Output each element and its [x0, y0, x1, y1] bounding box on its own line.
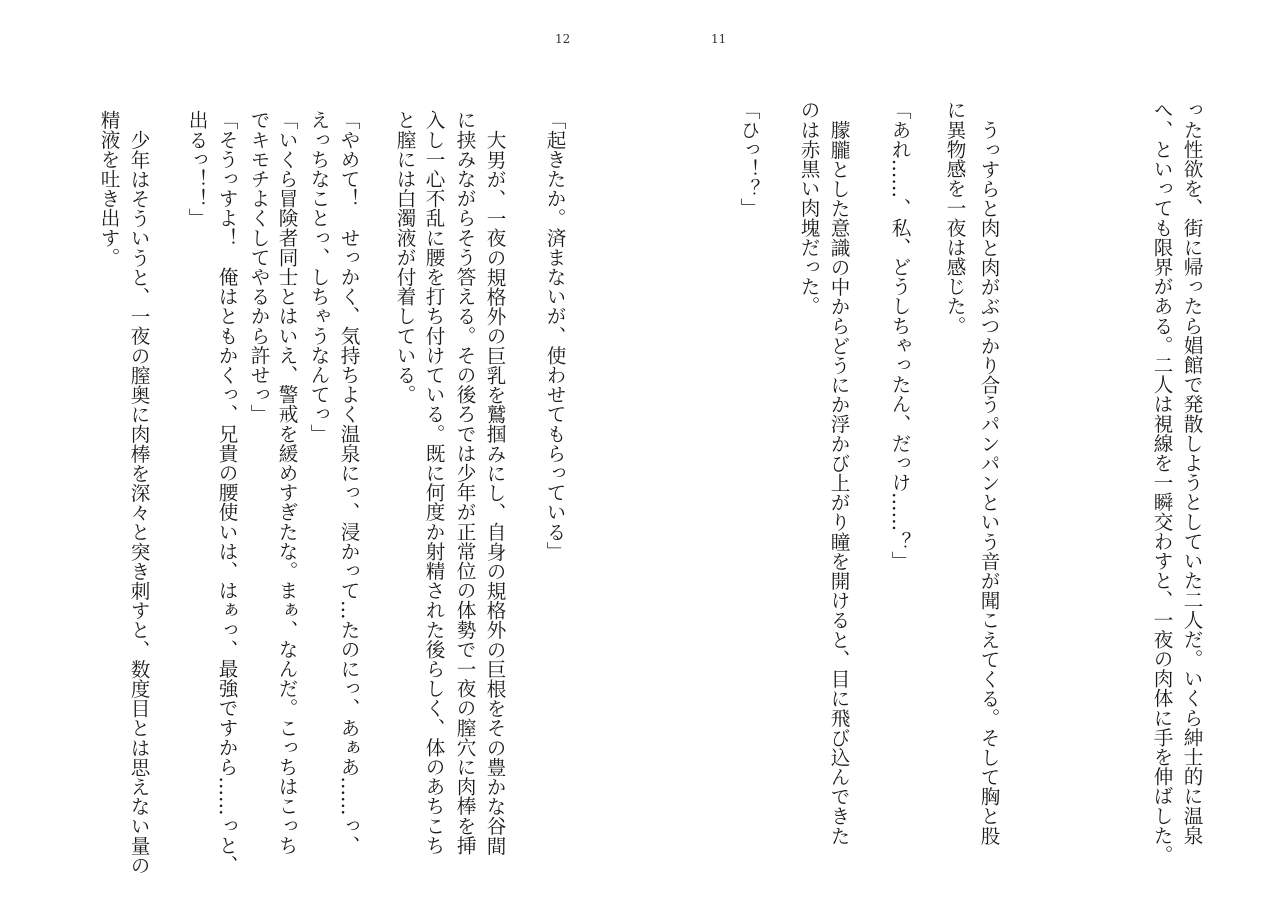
text-line: えっちなことっ、しちゃうなんてっ」	[307, 110, 330, 444]
text-line: に異物感を一夜は感じた。	[943, 100, 966, 336]
text-line: 入し一心不乱に腰を打ち付けている。既に何度か射精された後らしく、体のあちこち	[422, 110, 445, 855]
text-line: と膣には白濁液が付着している。	[393, 110, 416, 404]
text-line: 朦朧とした意識の中からどうにか浮かび上がり瞳を開けると、目に飛び込んできた	[827, 120, 850, 846]
text-line: でキモチよくしてやるから許せっ」	[247, 110, 270, 424]
text-line: に挟みながらそう答える。その後ろでは少年が正常位の体勢で一夜の膣穴に肉棒を挿	[453, 110, 476, 855]
text-line: った性欲を、街に帰ったら娼館で発散しようとしていた二人だ。いくら紳士的に温泉	[1180, 100, 1203, 845]
text-line: 「ひっ！？」	[737, 100, 760, 218]
text-line: 少年はそういうと、一夜の膣奥に肉棒を深々と突き刺すと、数度目とは思えない量の	[127, 130, 150, 875]
text-line: うっすらと肉と肉がぶつかり合うパンパンという音が聞こえてくる。そして胸と股	[977, 120, 1000, 846]
text-line: 「やめて！ せっかく、気持ちよく温泉にっ、浸かって…たのにっ、あぁあ……っ、	[337, 110, 360, 855]
text-line: 「いくら冒険者同士とはいえ、警戒を緩めすぎたな。まぁ、なんだ。こっちはこっち	[275, 110, 298, 855]
text-line: へ、といっても限界がある。二人は視線を一瞬交わすと、一夜の肉体に手を伸ばした。	[1150, 100, 1173, 865]
text-line: 「そうっすよ！ 俺はともかくっ、兄貴の腰使いは、はぁっ、最強ですから……っと、	[215, 110, 238, 875]
text-line: 精液を吐き出す。	[97, 110, 120, 267]
page-number-left: 12	[555, 32, 571, 46]
page-number-right: 11	[711, 32, 727, 46]
text-line: 「あれ……、私、どうしちゃったん、だっけ……？」	[888, 100, 911, 571]
text-line: 大男が、一夜の規格外の巨乳を鷲掴みにし、自身の規格外の巨根をその豊かな谷間	[483, 130, 506, 856]
text-line: のは赤黒い肉塊だった。	[797, 100, 820, 316]
text-line: 「起きたか。済まないが、使わせてもらっている」	[543, 110, 566, 561]
text-line: 出るっ！！」	[185, 110, 208, 228]
